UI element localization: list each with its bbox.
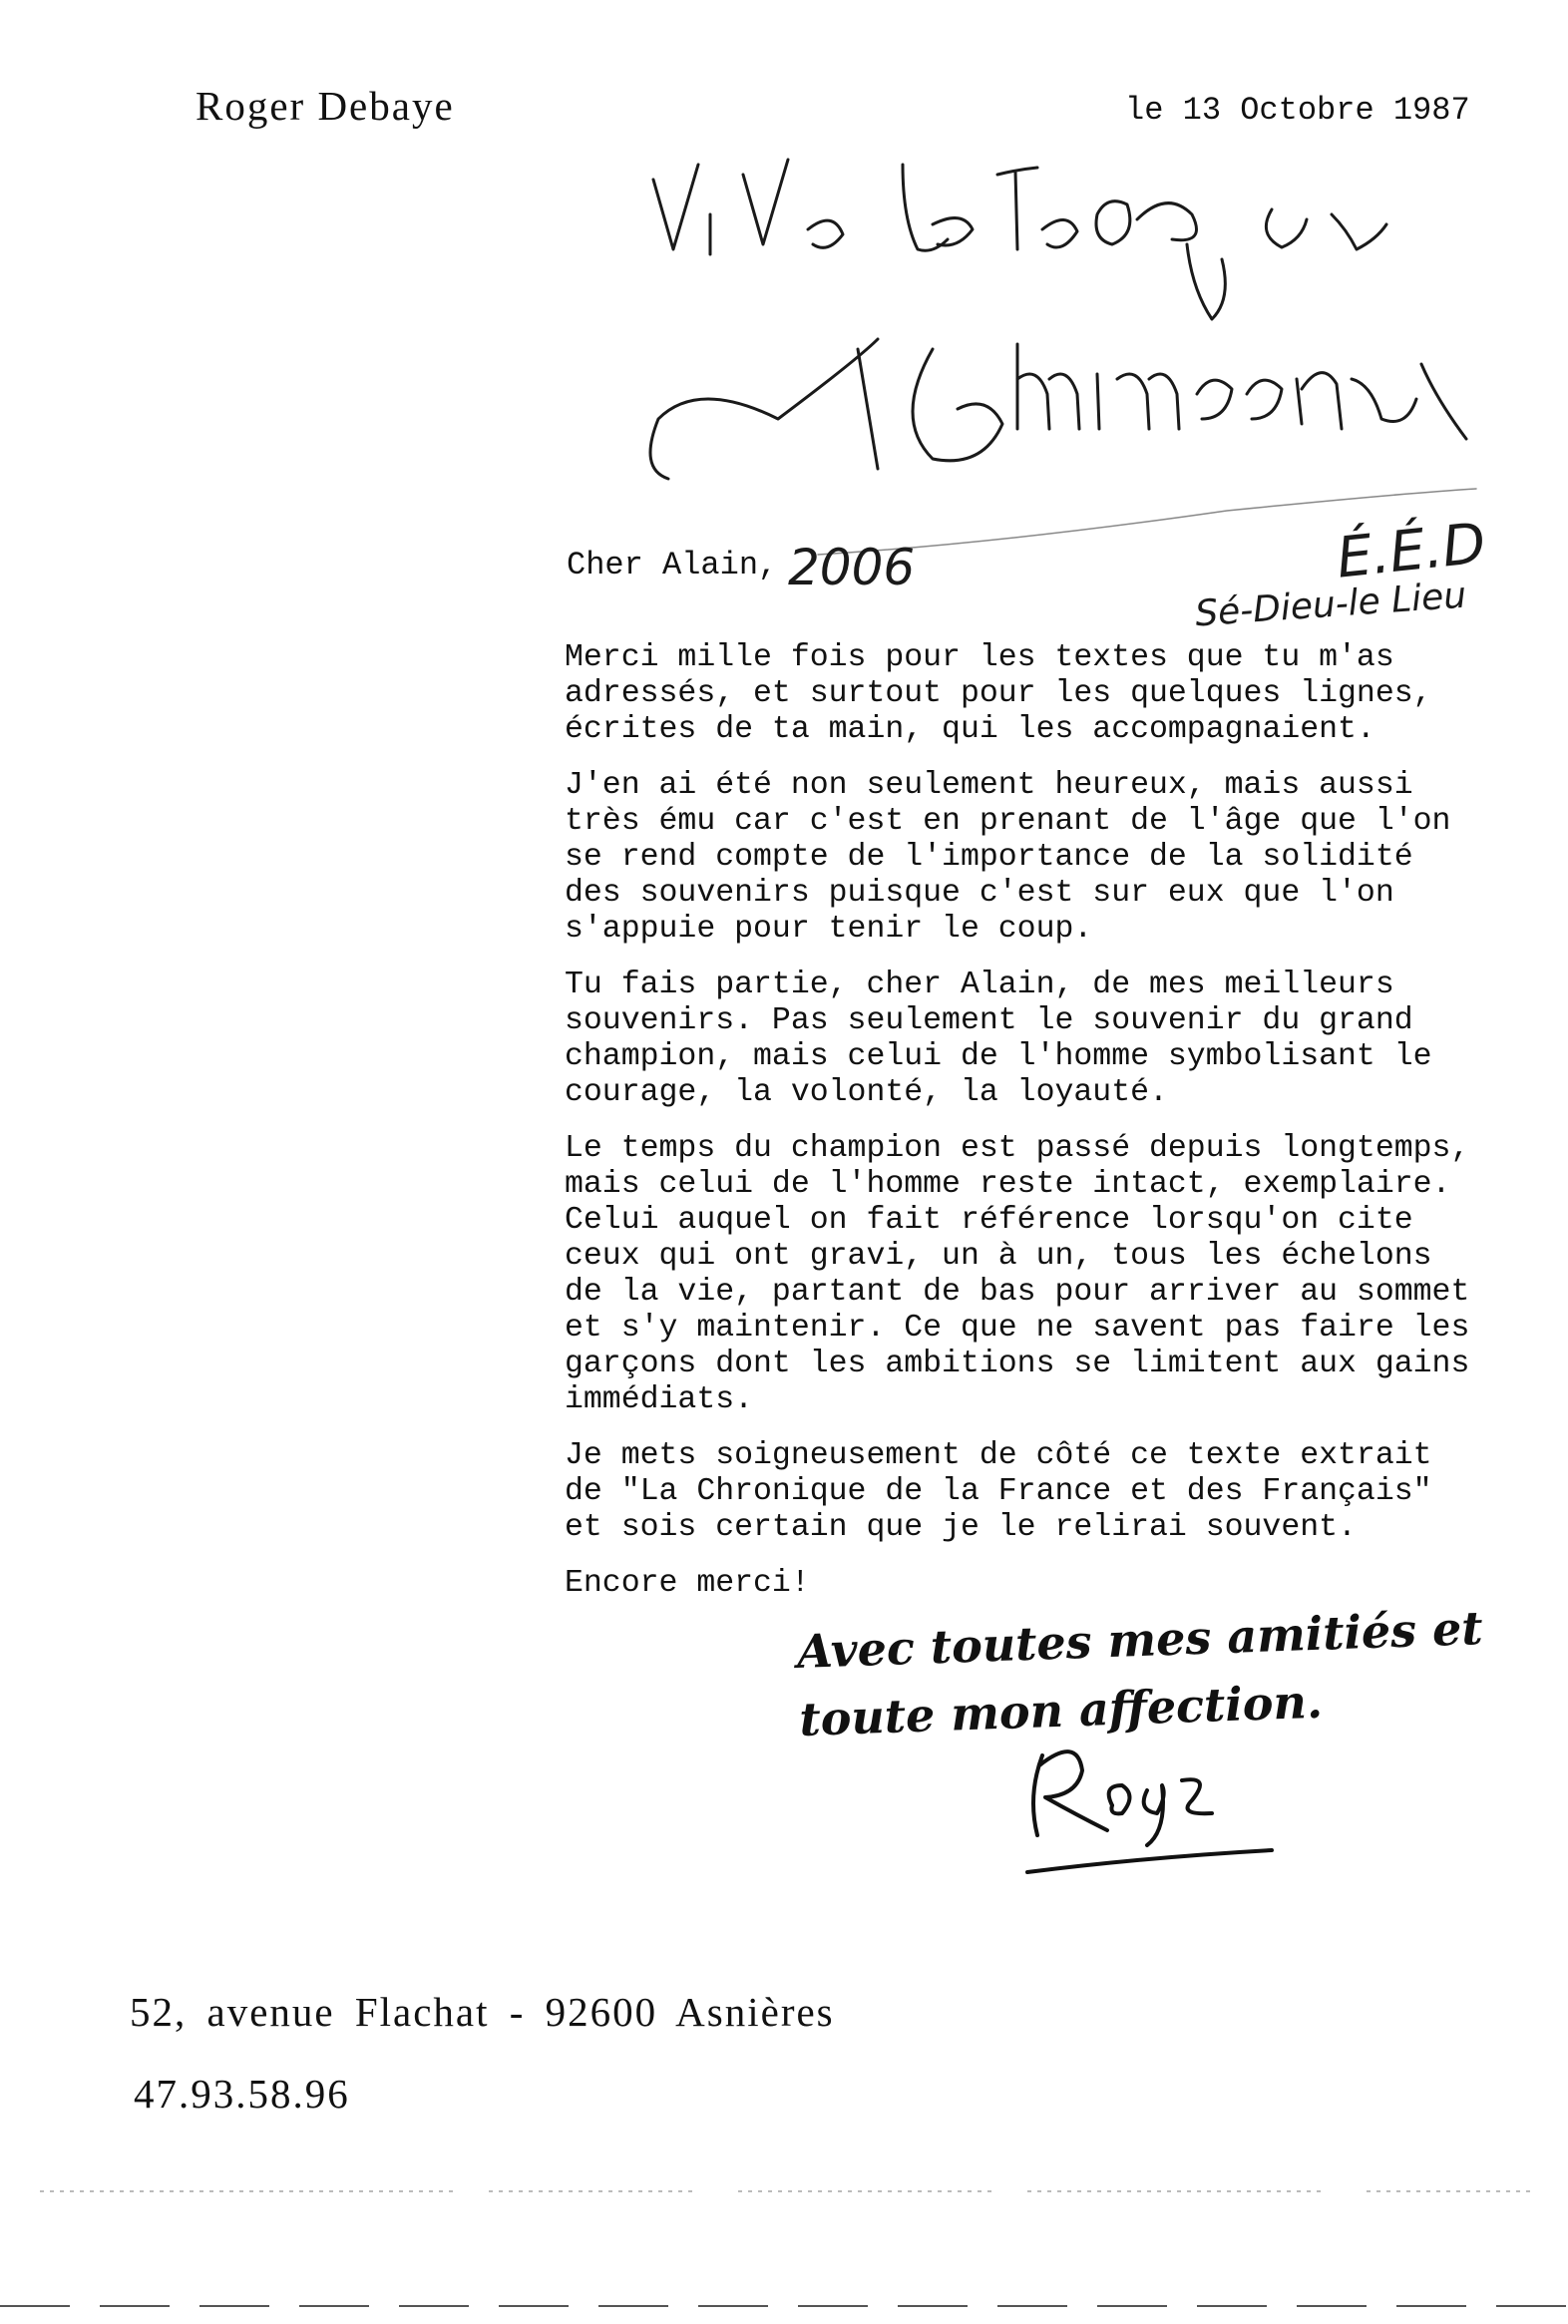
handwritten-year: 2006 [788, 539, 916, 596]
dedication-line-1-ink [653, 160, 1386, 319]
closing-line: Encore merci! [565, 1566, 810, 1601]
paragraph: Je mets soigneusement de côté ce texte extrait de "La Chronique de la France et des Français" et sois certain que je le relirai souvent. [565, 1438, 1432, 1545]
sender-phone: 47.93.58.96 [134, 2071, 350, 2117]
signature-ink [1017, 1736, 1227, 1855]
signature [1017, 1736, 1227, 1874]
handwritten-note-line-2: Sé-Dieu-le Lieu [1193, 575, 1468, 635]
dedication-line-2-ink [650, 339, 1466, 479]
letter-date: le 13 Octobre 1987 [1125, 92, 1470, 129]
salutation: Cher Alain, [567, 547, 778, 583]
handwritten-closing: Avec toutes mes amitiés et toute mon affection. [796, 1601, 1484, 1746]
paragraph: J'en ai été non seulement heureux, mais aussi très ému car c'est en prenant de l'âge que l'on se rend compte de l'importance de la solidité des souvenirs puisque c'est sur eux que l'on s'appuie pour tenir le coup. [565, 768, 1451, 947]
sender-address: 52, avenue Flachat - 92600 Asnières [130, 1989, 835, 2035]
sender-name: Roger Debaye [196, 83, 455, 129]
letter-body [565, 640, 1502, 1622]
handwritten-note-line-1: É.É.D [1334, 511, 1489, 591]
paragraph: Le temps du champion est passé depuis longtemps, mais celui de l'homme reste intact, exemplaire. Celui auquel on fait référence lorsqu'on cite ceux qui ont gravi, un à un, tous les échelons de la vie, partant de bas pour arriver au sommet et s'y maintenir. Ce que ne savent pas faire les garçons dont les ambitions se limitent aux gains immédiats. [565, 1131, 1470, 1417]
paragraph: Tu fais partie, cher Alain, de mes meilleurs souvenirs. Pas seulement le souvenir du grand champion, mais celui de l'homme symbolisant le courage, la volonté, la loyauté. [565, 968, 1432, 1110]
paragraph: Merci mille fois pour les textes que tu m'as adressés, et surtout pour les quelques lignes, écrites de ta main, qui les accompagnaient. [565, 640, 1432, 747]
